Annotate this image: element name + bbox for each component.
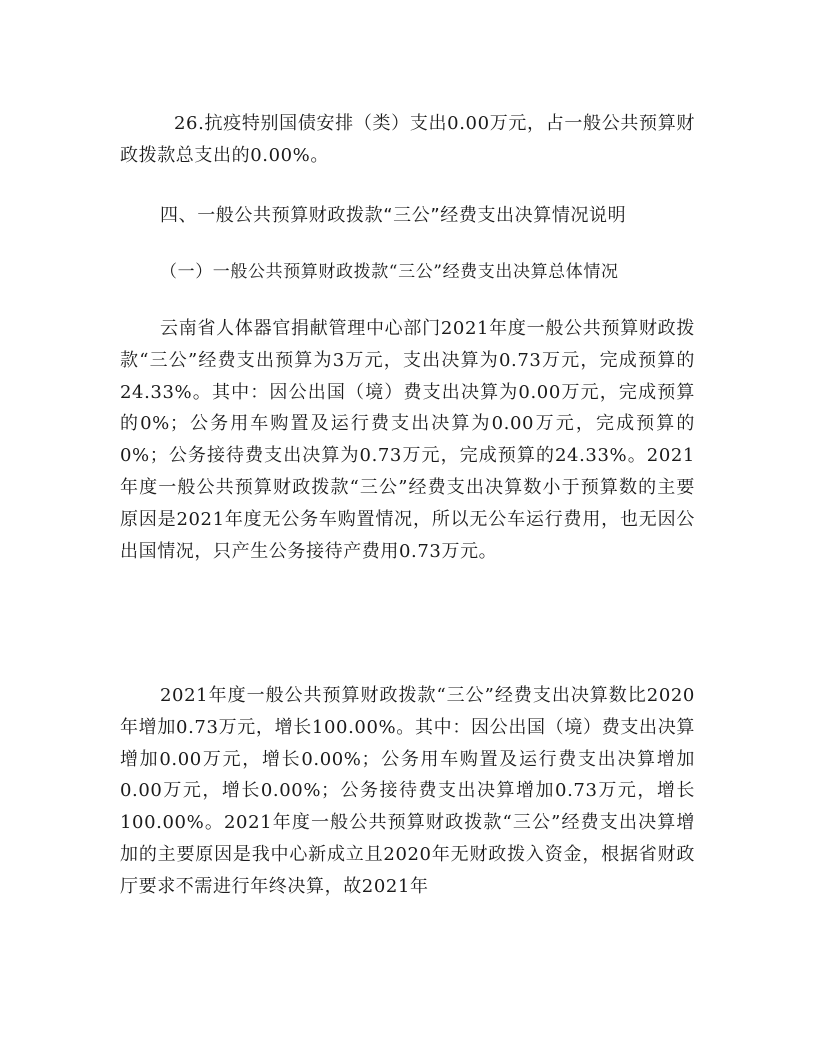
section-heading: 四、一般公共预算财政拨款“三公”经费支出决算情况说明	[160, 205, 627, 226]
paragraph-item-26: 26.抗疫特别国债安排（类）支出0.00万元，占一般公共预算财政拨款总支出的0.00%。	[120, 113, 695, 166]
subsection-heading: （一）一般公共预算财政拨款“三公”经费支出决算总体情况	[160, 262, 619, 282]
paragraph-overall-situation: 云南省人体器官捐献管理中心部门2021年度一般公共预算财政拨款“三公”经费支出预算为3万元，支出决算为0.73万元，完成预算的24.33%。其中：因公出国（境）费支出决算为0.00万元，完成预算的0%；公务用车购置及运行费支出决算为0.00万元，完成预算的0%；公务接待费支出决算为0.73万元，完成预算的24.33%。2021年度一般公共预算财政拨款“三公”经费支出决算数小于预算数的主要原因是2021年度无公务车购置情况，所以无公车运行费用，也无因公出国情况，只产生公务接待产费用0.73万元。	[120, 318, 695, 562]
paragraph-year-comparison: 2021年度一般公共预算财政拨款“三公”经费支出决算数比2020年增加0.73万元，增长100.00%。其中：因公出国（境）费支出决算增加0.00万元，增长0.00%；公务用车购置及运行费支出决算增加0.00万元，增长0.00%；公务接待费支出决算增加0.73万元，增长100.00%。2021年度一般公共预算财政拨款“三公”经费支出决算增加的主要原因是我中心新成立且2020年无财政拨入资金，根据省财政厅要求不需进行年终决算，故2021年	[120, 685, 695, 897]
